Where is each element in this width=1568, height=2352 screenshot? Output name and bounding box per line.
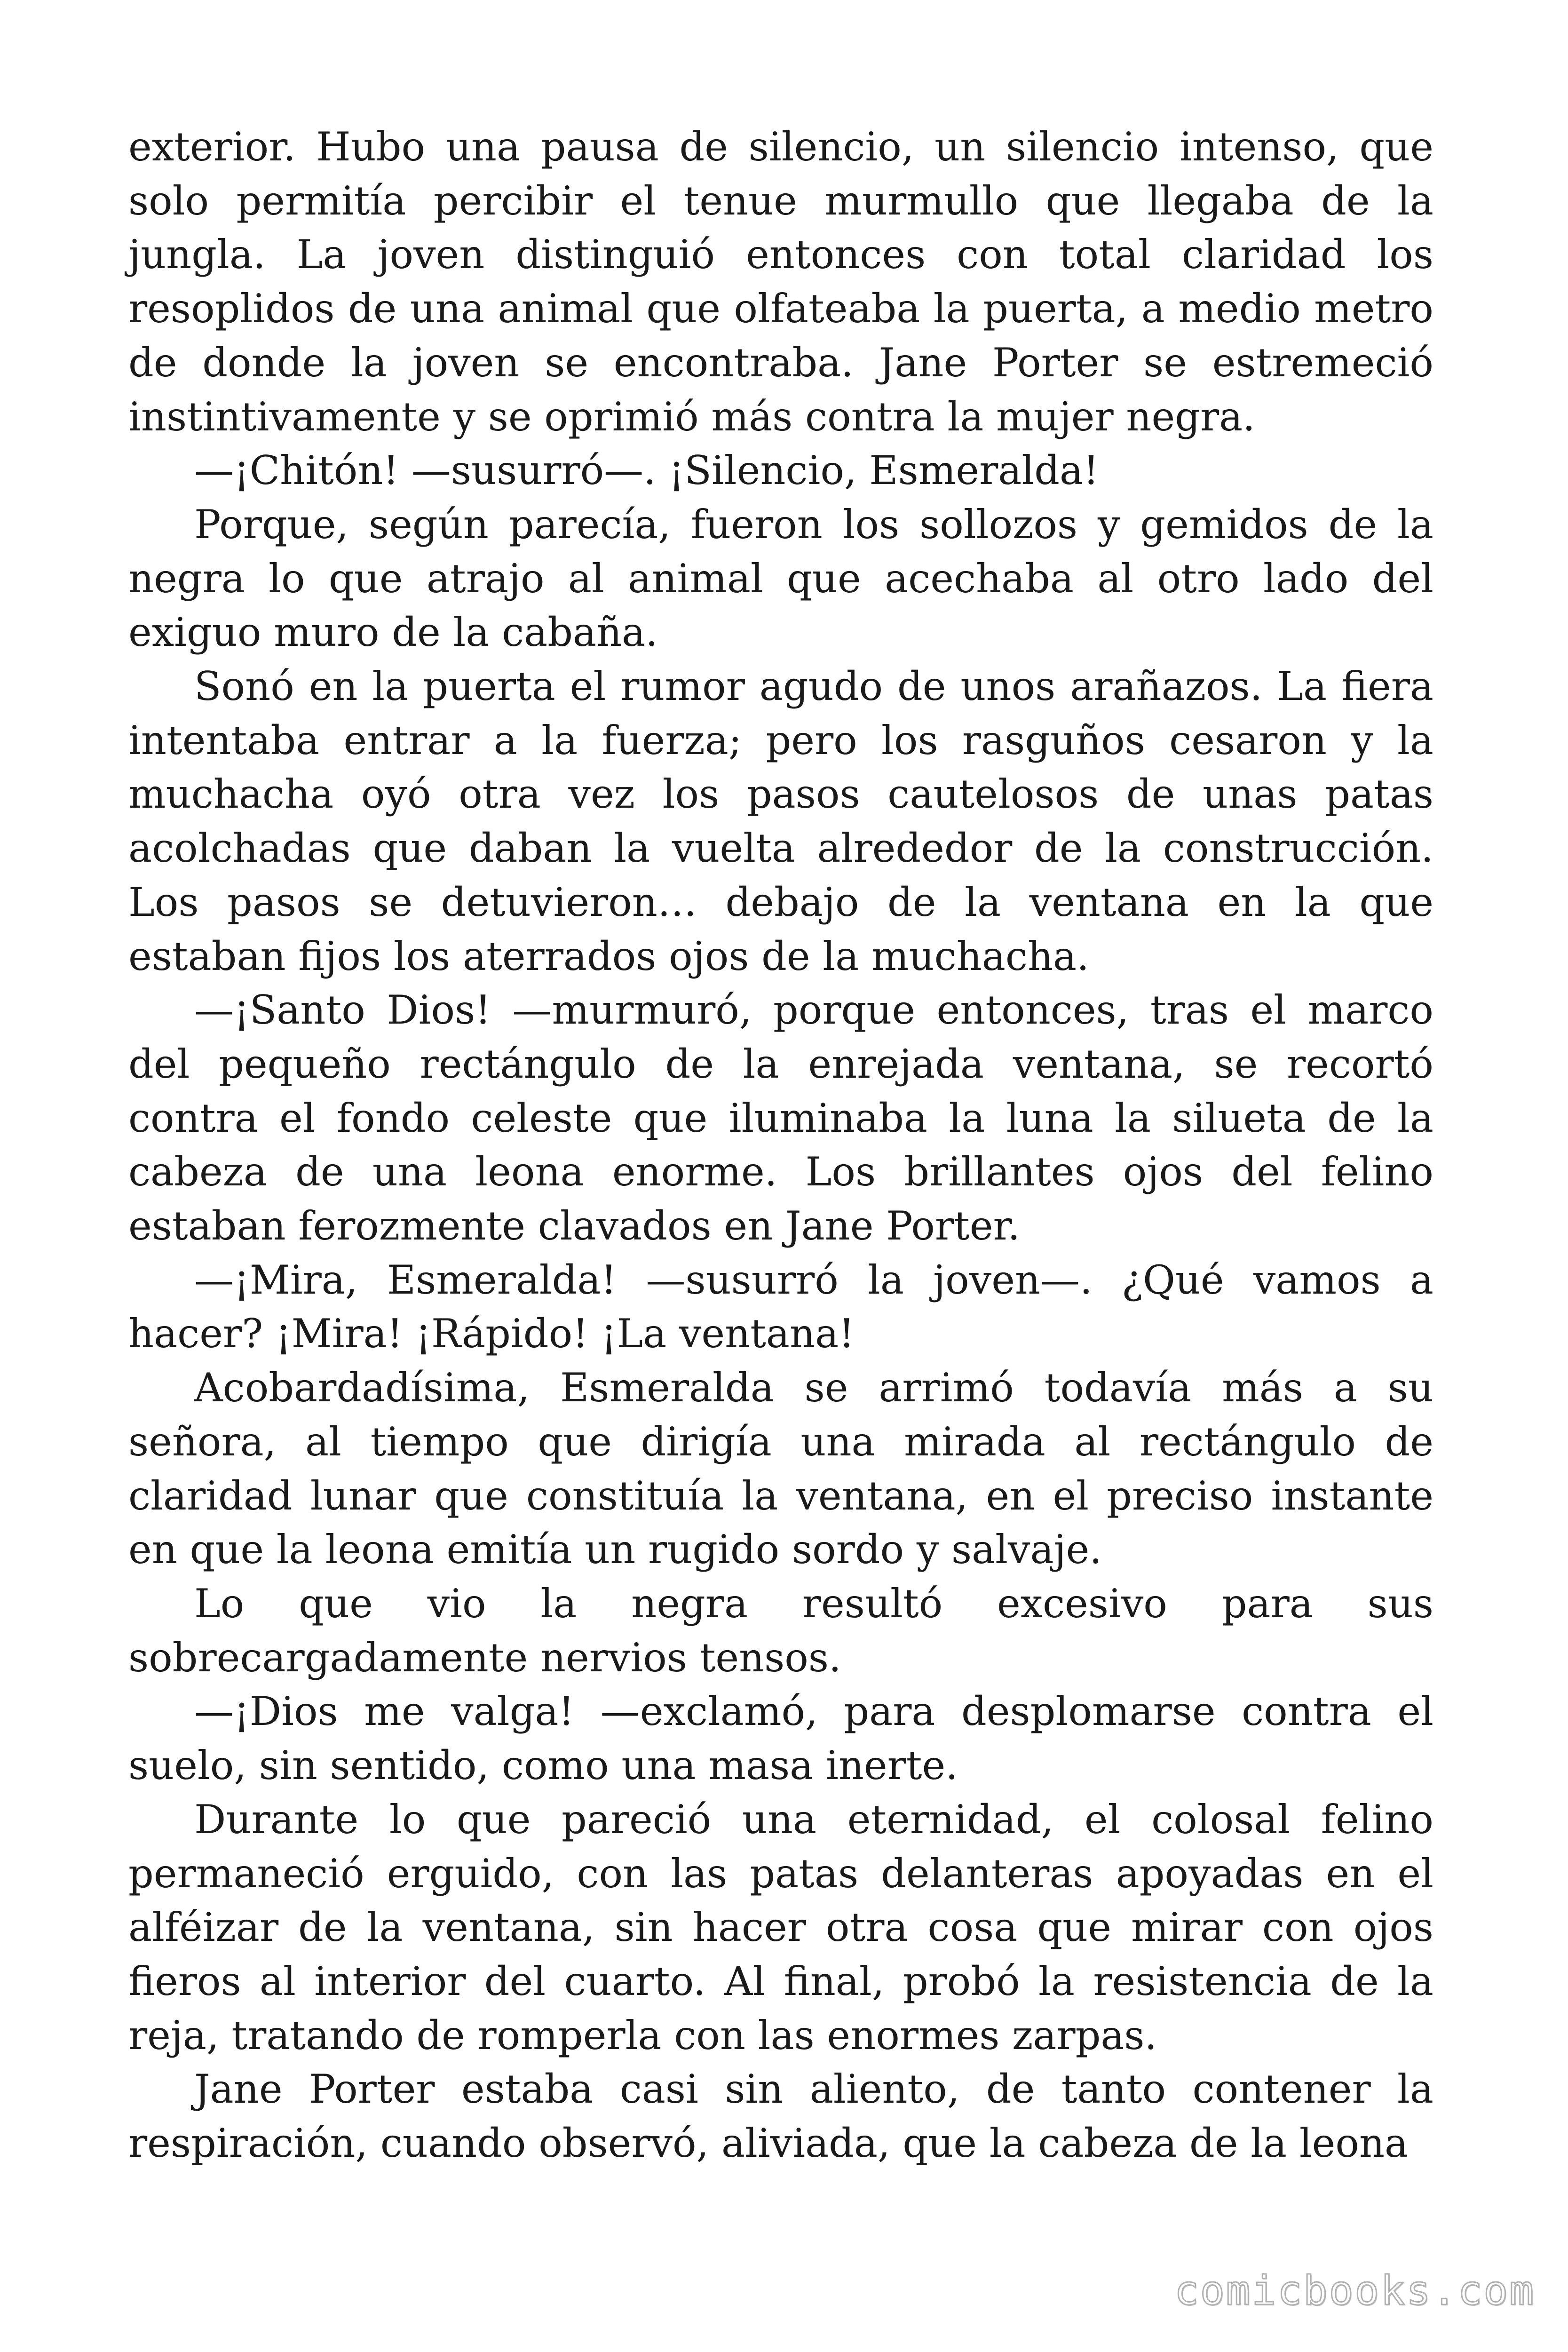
paragraph: —¡Santo Dios! —murmuró, porque entonces, tras el marco del pequeño rectángulo de la enrejada ventana, se recortó contra el fondo celeste que iluminaba la luna la silueta de la cabeza de una leona enorme. Los brillantes ojos del felino estaban ferozmente clavados en Jane Porter. (128, 987, 1433, 1249)
paragraph: Sonó en la puerta el rumor agudo de unos arañazos. La fiera intentaba entrar a la fuerza; pero los rasguños cesaron y la muchacha oyó otra vez los pasos cautelosos de unas patas acolchadas que daban la vuelta alrededor de la construcción. Los pasos se detuvieron… debajo de la ventana en la que estaban fijos los aterrados ojos de la muchacha. (128, 663, 1433, 979)
paragraph: —¡Dios me valga! —exclamó, para desplomarse contra el suelo, sin sentido, como una masa inerte. (128, 1688, 1433, 1789)
paragraph: Durante lo que pareció una eternidad, el colosal felino permaneció erguido, con las patas delanteras apoyadas en el alféizar de la ventana, sin hacer otra cosa que mirar con ojos fieros al interior del cuarto. Al final, probó la resistencia de la reja, tratando de romperla con las enormes zarpas. (128, 1796, 1433, 2058)
paragraph: Jane Porter estaba casi sin aliento, de tanto contener la respiración, cuando observó, aliviada, que la cabeza de la leona (128, 2066, 1433, 2167)
paragraph: Acobardadísima, Esmeralda se arrimó todavía más a su señora, al tiempo que dirigía una mirada al rectángulo de claridad lunar que constituía la ventana, en el preciso instante en que la leona emitía un rugido sordo y salvaje. (128, 1365, 1433, 1573)
paragraph: —¡Mira, Esmeralda! —susurró la joven—. ¿Qué vamos a hacer? ¡Mira! ¡Rápido! ¡La ventana! (128, 1256, 1433, 1357)
paragraph: Lo que vio la negra resultó excesivo para sus sobrecargadamente nervios tensos. (128, 1580, 1433, 1681)
paragraph: —¡Chitón! —susurró—. ¡Silencio, Esmeralda! (194, 447, 1099, 494)
body-text (128, 120, 1433, 2170)
paragraph: exterior. Hubo una pausa de silencio, un silencio intenso, que solo permitía percibir el tenue murmullo que llegaba de la jungla. La joven distinguió entonces con total claridad los resoplidos de una animal que olfateaba la puerta, a medio metro de donde la joven se encontraba. Jane Porter se estremeció instintivamente y se oprimió más contra la mujer negra. (128, 124, 1433, 440)
paragraph: Porque, según parecía, fueron los sollozos y gemidos de la negra lo que atrajo al animal que acechaba al otro lado del exiguo muro de la cabaña. (128, 501, 1433, 656)
watermark-text: comicbooks.com (1174, 2267, 1535, 2314)
